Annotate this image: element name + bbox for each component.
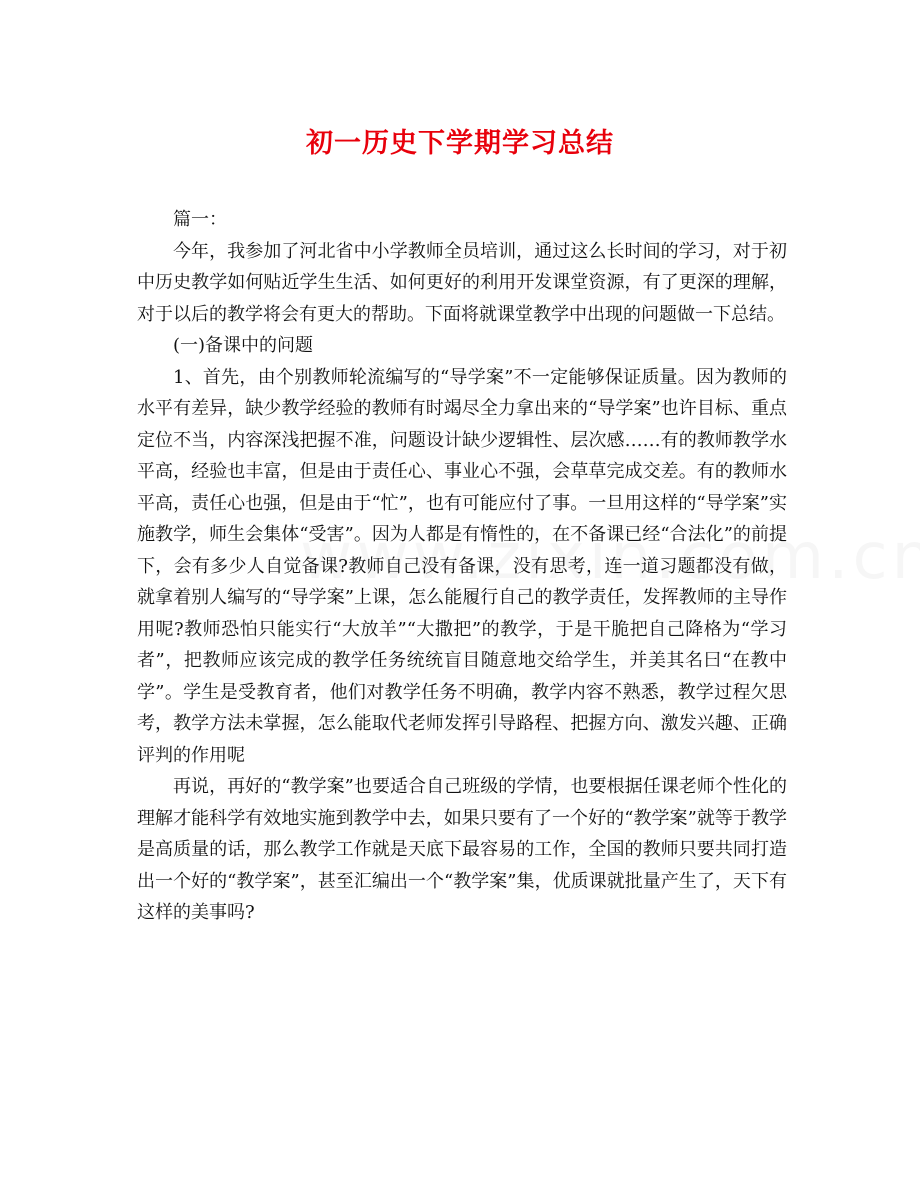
paragraph-heading: (一)备课中的问题 bbox=[173, 335, 314, 356]
paragraph-intro: 今年，我参加了河北省中小学教师全员培训，通过这么长时间的学习，对于初中历史教学如何贴近学生生活、如何更好的利用开发课堂资源，有了更深的理解，对于以后的教学将会有更大的帮助。下面将就课堂教学中出现的问题做一下总结。 bbox=[137, 240, 787, 325]
paragraph-further: 再说，再好的“教学案”也要适合自己班级的学情，也要根据任课老师个性化的理解才能科学有效地实施到教学中去，如果只要有了一个好的“教学案”就等于教学是高质量的话，那么教学工作就是天底下最容易的工作，全国的教师只要共同打造出一个好的“教学案”，甚至汇编出一个“教学案”集，优质课就批量产生了，天下有这样的美事吗? bbox=[137, 776, 787, 923]
paragraph-point-1: 1、首先，由个别教师轮流编写的“导学案”不一定能够保证质量。因为教师的水平有差异，缺少教学经验的教师有时竭尽全力拿出来的“导学案”也许目标、重点定位不当，内容深浅把握不准，问题设计缺少逻辑性、层次感……有的教师教学水平高，经验也丰富，但是由于责任心、事业心不强，会草草完成交差。有的教师水平高，责任心也强，但是由于“忙”，也有可能应付了事。一旦用这样的“导学案”实施教学，师生会集体“受害”。因为人都是有惰性的，在不备课已经“合法化”的前提下，会有多少人自觉备课?教师自己没有备课，没有思考，连一道习题都没有做，就拿着别人编写的“导学案”上课，怎么能履行自己的教学责任，发挥教师的主导作用呢?教师恐怕只能实行“大放羊”“大撒把”的教学，于是干脆把自己降格为“学习者”，把教师应该完成的教学任务统统盲目随意地交给学生，并美其名曰“在教中学”。学生是受教育者，他们对教学任务不明确，教学内容不熟悉，教学过程欠思考，教学方法未掌握，怎么能取代老师发挥引导路程、把握方向、激发兴趣、正确评判的作用呢 bbox=[137, 366, 787, 766]
paragraph-section-label: 篇一： bbox=[173, 209, 227, 230]
document-title: 初一历史下学期学习总结 bbox=[306, 128, 614, 159]
document-body bbox=[137, 204, 787, 929]
